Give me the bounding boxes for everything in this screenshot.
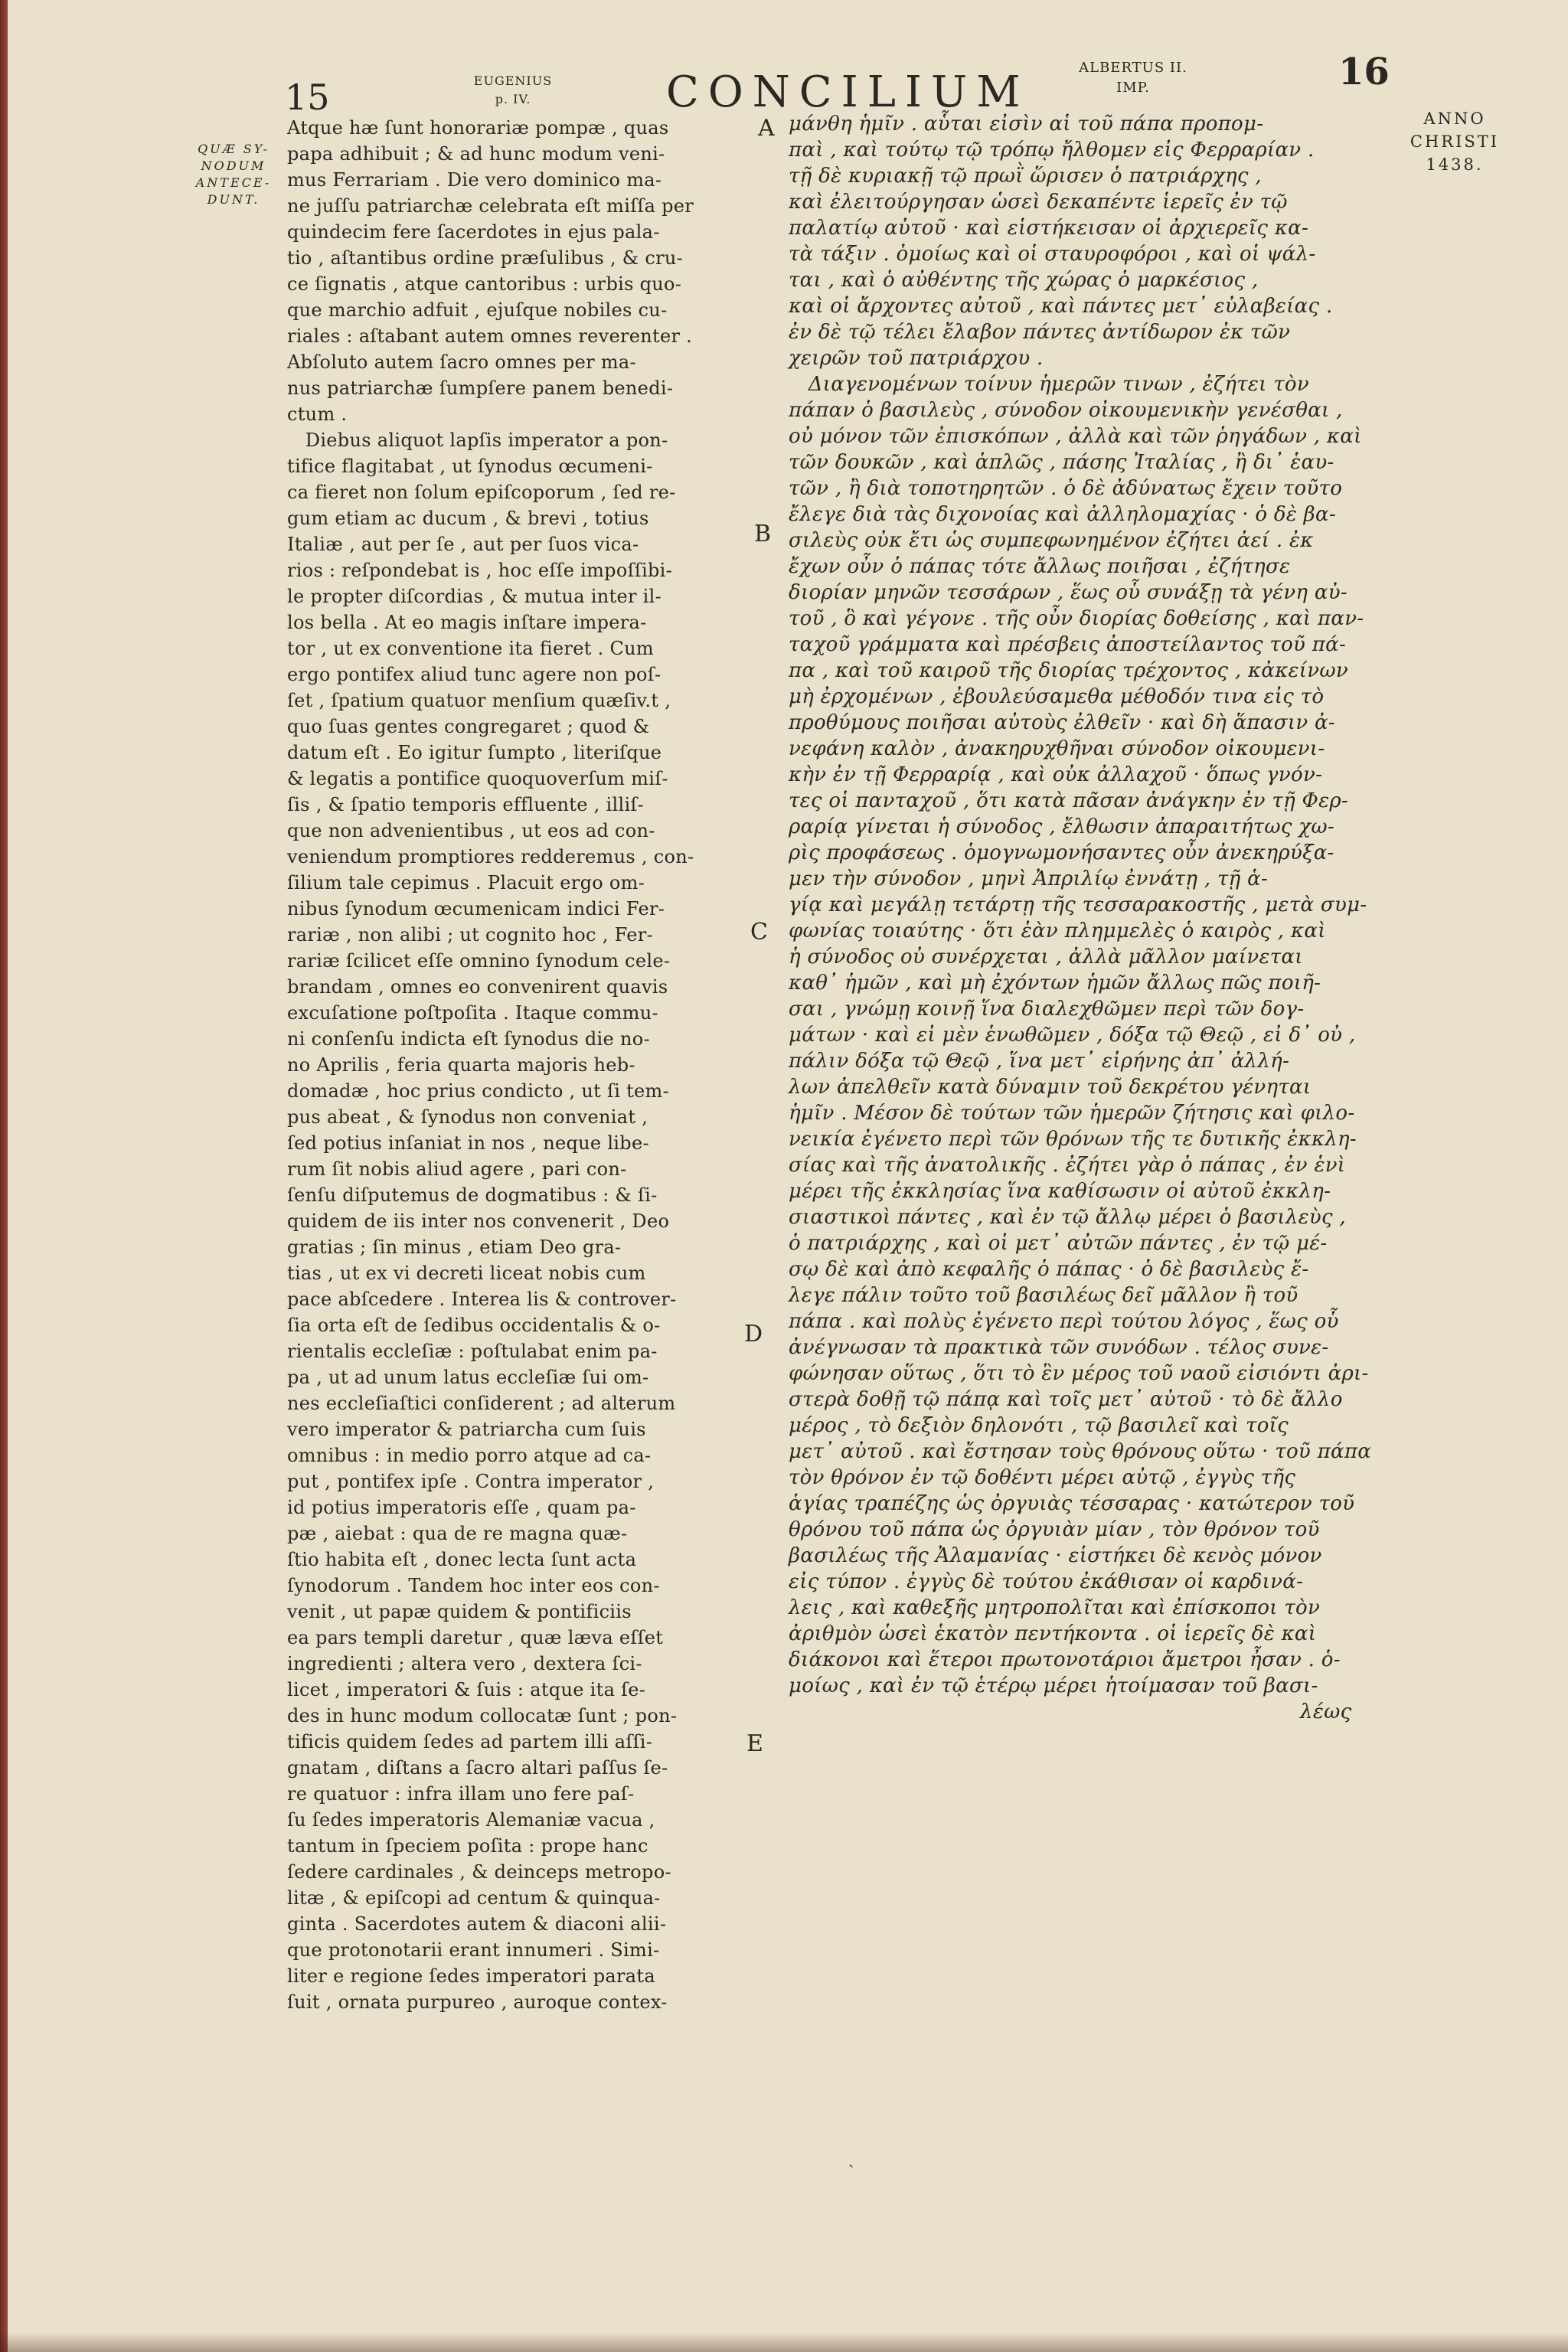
bottom-mark: ˎ bbox=[848, 2149, 854, 2168]
running-head-right: ALBERTUS II. IMP. bbox=[1079, 60, 1187, 96]
running-title: CONCILIUM bbox=[666, 67, 1030, 117]
margin-note-left: QUÆ SY- NODUM ANTECE- DUNT. bbox=[195, 142, 272, 207]
section-marker-b: B bbox=[754, 521, 772, 547]
page-bottom-edge bbox=[0, 2332, 1568, 2352]
page-number-right: 16 bbox=[1338, 51, 1390, 93]
year-margin-note: ANNO CHRISTI 1438. bbox=[1410, 109, 1500, 174]
running-head-left: EUGENIUS p. IV. bbox=[473, 74, 553, 106]
latin-column: Atque hæ ſunt honorariæ pompæ , quas papa adhibuit ; & ad hunc modum veni- mus Ferrariam . Die vero dominico ma- ne juſſu patriarchæ celebrata eſt miſſa per quindecim fere ſacerdotes in ejus pala- tio , aſtantibus ordine præſulibus , & cru- ce ſignatis , atque cantoribus : urbis quo- que marchio adfuit , ejuſque nobiles cu- riales : aſtabant autem omnes reverenter . Abſoluto autem ſacro omnes per ma- nus patriarchæ ſumpſere panem benedi- ctum . Diebus aliquot lapſis imperator a pon- tifice flagitabat , ut ſynodus œcumeni- ca fieret non ſolum epiſcoporum , ſed re- gum etiam ac ducum , & brevi , totius Italiæ , aut per ſe , aut per ſuos vica- rios : reſpondebat is , hoc eſſe impoſſibi- le propter diſcordias , & mutua inter il- los bella . At eo magis inſtare impera- tor , ut ex conventione ita fieret . Cum ergo pontifex aliud tunc agere non poſ- ſet , ſpatium quatuor menſium quæſiv.t , quo ſuas gentes congregaret ; quod & datum eſt . Eo igitur ſumpto , literiſque & legatis a pontifice quoquoverſum miſ- ſis , & ſpatio temporis effluente , illiſ- que non advenientibus , ut eos ad con- veniendum promptiores redderemus , con- ſilium tale cepimus . Placuit ergo om- nibus ſynodum œcumenicam indici Fer- rariæ , non alibi ; ut cognito hoc , Fer- rariæ ſcilicet eſſe omnino ſynodum cele- brandam , omnes eo convenirent quavis excuſatione poſtpoſita . Itaque commu- ni conſenſu indicta eſt ſynodus die no- no Aprilis , feria quarta majoris heb- domadæ , hoc prius condicto , ut ſi tem- pus abeat , & ſynodus non conveniat , ſed potius inſaniat in nos , neque libe- rum ſit nobis aliud agere , pari con- ſenſu diſputemus de dogmatibus : & ſi- quidem de iis inter nos convenerit , Deo gratias ; ſin minus , etiam Deo gra- tias , ut ex vi decreti liceat nobis cum pace abſcedere . Interea lis & controver- ſia orta eſt de ſedibus occidentalis & o- rientalis eccleſiæ : poſtulabat enim pa- pa , ut ad unum latus eccleſiæ ſui om- nes eccleſiaſtici conſiderent ; ad alterum vero imperator & patriarcha cum ſuis omnibus : in medio porro atque ad ca- put , pontifex ipſe . Contra imperator , id potius imperatoris eſſe , quam pa- pæ , aiebat : qua de re magna quæ- ſtio habita eſt , donec lecta ſunt acta ſynodorum . Tandem hoc inter eos con- venit , ut papæ quidem & pontificiis ea pars templi daretur , quæ læva eſſet ingredienti ; altera vero , dextera ſci- licet , imperatori & ſuis : atque ita ſe- des in hunc modum collocatæ ſunt ; pon- tificis quidem ſedes ad partem illi aſſi- gnatam , diſtans a ſacro altari paſſus ſe- re quatuor : infra illam uno fere paſ- ſu ſedes imperatoris Alemaniæ vacua , tantum in ſpeciem poſita : prope hanc ſedere cardinales , & deinceps metropo- litæ , & epiſcopi ad centum & quinqua- ginta . Sacerdotes autem & diaconi alii- que protonotarii erant innumeri . Simi- liter e regione ſedes imperatori parata ſuit , ornata purpureo , auroque contex- bbox=[287, 117, 694, 2013]
greek-column: μάνθη ἡμῖν . αὗται εἰσὶν αἱ τοῦ πάπα προπομ- παὶ , καὶ τούτῳ τῷ τρόπῳ ἤλθομεν εἰς Φερραρίαν . τῇ δὲ κυριακῇ τῷ πρωῒ ὥρισεν ὁ πατριάρχης , καὶ ἐλειτούργησαν ὡσεὶ δεκαπέντε ἱερεῖς ἐν τῷ παλατίῳ αὐτοῦ · καὶ εἱστήκεισαν οἱ ἀρχιερεῖς κα- τὰ τάξιν . ὁμοίως καὶ οἱ σταυροφόροι , καὶ οἱ ψάλ- ται , καὶ ὁ αὐθέντης τῆς χώρας ὁ μαρκέσιος , καὶ οἱ ἄρχοντες αὐτοῦ , καὶ πάντες μετ᾿ εὐλαβείας . ἐν δὲ τῷ τέλει ἔλαβον πάντες ἀντίδωρον ἐκ τῶν χειρῶν τοῦ πατριάρχου . Διαγενομένων τοίνυν ἡμερῶν τινων , ἐζήτει τὸν πάπαν ὁ βασιλεὺς , σύνοδον οἰκουμενικὴν γενέσθαι , οὐ μόνον τῶν ἐπισκόπων , ἀλλὰ καὶ τῶν ῥηγάδων , καὶ τῶν δουκῶν , καὶ ἁπλῶς , πάσης Ἰταλίας , ἢ δι᾿ ἑαυ- τῶν , ἢ διὰ τοποτηρητῶν . ὁ δὲ ἀδύνατως ἔχειν τοῦτο ἔλεγε διὰ τὰς διχονοίας καὶ ἀλληλομαχίας · ὁ δὲ βα- σιλεὺς οὐκ ἔτι ὡς συμπεφωνημένον ἐζήτει ἀεί . ἐκ ἔχων οὖν ὁ πάπας τότε ἄλλως ποιῆσαι , ἐζήτησε διορίαν μηνῶν τεσσάρων , ἕως οὗ συνάξῃ τὰ γένη αὐ- τοῦ , ὃ καὶ γέγονε . τῆς οὖν διορίας δοθείσης , καὶ παν- ταχοῦ γράμματα καὶ πρέσβεις ἀποστείλαντος τοῦ πά- πα , καὶ τοῦ καιροῦ τῆς διορίας τρέχοντος , κἀκείνων μὴ ἐρχομένων , ἐβουλεύσαμεθα μέθοδόν τινα εἰς τὸ προθύμους ποιῆσαι αὐτοὺς ἐλθεῖν · καὶ δὴ ἅπασιν ἀ- νεφάνη καλὸν , ἀνακηρυχθῆναι σύνοδον οἰκουμενι- κὴν ἐν τῇ Φερραρίᾳ , καὶ οὐκ ἀλλαχοῦ · ὅπως γνόν- τες οἱ πανταχοῦ , ὅτι κατὰ πᾶσαν ἀνάγκην ἐν τῇ Φερ- ραρίᾳ γίνεται ἡ σύνοδος , ἔλθωσιν ἀπαραιτήτως χω- ρὶς προφάσεως . ὁμογνωμονήσαντες οὖν ἀνεκηρύξα- μεν τὴν σύνοδον , μηνὶ Ἀπριλίῳ ἐννάτῃ , τῇ ἁ- γίᾳ καὶ μεγάλῃ τετάρτῃ τῆς τεσσαρακοστῆς , μετὰ συμ- φωνίας τοιαύτης · ὅτι ἐὰν πλημμελὲς ὁ καιρὸς , καὶ ἡ σύνοδος οὐ συνέρχεται , ἀλλὰ μᾶλλον μαίνεται καθ᾿ ἡμῶν , καὶ μὴ ἐχόντων ἡμῶν ἄλλως πῶς ποιῆ- σαι , γνώμῃ κοινῇ ἵνα διαλεχθῶμεν περὶ τῶν δογ- μάτων · καὶ εἰ μὲν ἑνωθῶμεν , δόξα τῷ Θεῷ , εἰ δ᾿ οὐ , πάλιν δόξα τῷ Θεῷ , ἵνα μετ᾿ εἰρήνης ἀπ᾿ ἀλλή- λων ἀπελθεῖν κατὰ δύναμιν τοῦ δεκρέτου γένηται ἡμῖν . Μέσον δὲ τούτων τῶν ἡμερῶν ζήτησις καὶ φιλο- νεικία ἐγένετο περὶ τῶν θρόνων τῆς τε δυτικῆς ἐκκλη- σίας καὶ τῆς ἀνατολικῆς . ἐζήτει γὰρ ὁ πάπας , ἐν ἑνὶ μέρει τῆς ἐκκλησίας ἵνα καθίσωσιν οἱ αὐτοῦ ἐκκλη- σιαστικοὶ πάντες , καὶ ἐν τῷ ἄλλῳ μέρει ὁ βασιλεὺς , ὁ πατριάρχης , καὶ οἱ μετ᾿ αὐτῶν πάντες , ἐν τῷ μέ- σῳ δὲ καὶ ἀπὸ κεφαλῆς ὁ πάπας · ὁ δὲ βασιλεὺς ἔ- λεγε πάλιν τοῦτο τοῦ βασιλέως δεῖ μᾶλλον ἢ τοῦ πάπα . καὶ πολὺς ἐγένετο περὶ τούτου λόγος , ἕως οὗ ἀνέγνωσαν τὰ πρακτικὰ τῶν συνόδων . τέλος συνε- φώνησαν οὕτως , ὅτι τὸ ἓν μέρος τοῦ ναοῦ εἰσιόντι ἀρι- στερὰ δοθῇ τῷ πάπᾳ καὶ τοῖς μετ᾿ αὐτοῦ · τὸ δὲ ἄλλο μέρος , τὸ δεξιὸν δηλονότι , τῷ βασιλεῖ καὶ τοῖς μετ᾿ αὐτοῦ . καὶ ἔστησαν τοὺς θρόνους οὕτω · τοῦ πάπα τὸν θρόνον ἐν τῷ δοθέντι μέρει αὐτῷ , ἐγγὺς τῆς ἁγίας τραπέζης ὡς ὀργυιὰς τέσσαρας · κατώτερον τοῦ θρόνου τοῦ πάπα ὡς ὀργυιὰν μίαν , τὸν θρόνον τοῦ βασιλέως τῆς Ἀλαμανίας · εἱστήκει δὲ κενὸς μόνον εἰς τύπον . ἐγγὺς δὲ τούτου ἐκάθισαν οἱ καρδινά- λεις , καὶ καθεξῆς μητροπολῖται καὶ ἐπίσκοποι τὸν ἀριθμὸν ὡσεὶ ἑκατὸν πεντήκοντα . οἱ ἱερεῖς δὲ καὶ διάκονοι καὶ ἕτεροι πρωτονοτάριοι ἄμετροι ἦσαν . ὁ- μοίως , καὶ ἐν τῷ ἑτέρῳ μέρει ἡτοίμασαν τοῦ βασι- λέως bbox=[789, 113, 1372, 1723]
binding-edge bbox=[0, 0, 8, 2352]
section-marker-c: C bbox=[750, 919, 768, 946]
section-marker-e: E bbox=[746, 1730, 763, 1757]
section-marker-a: A bbox=[758, 115, 775, 142]
section-marker-d: D bbox=[744, 1321, 763, 1348]
page-number-left: 15 bbox=[285, 77, 330, 118]
